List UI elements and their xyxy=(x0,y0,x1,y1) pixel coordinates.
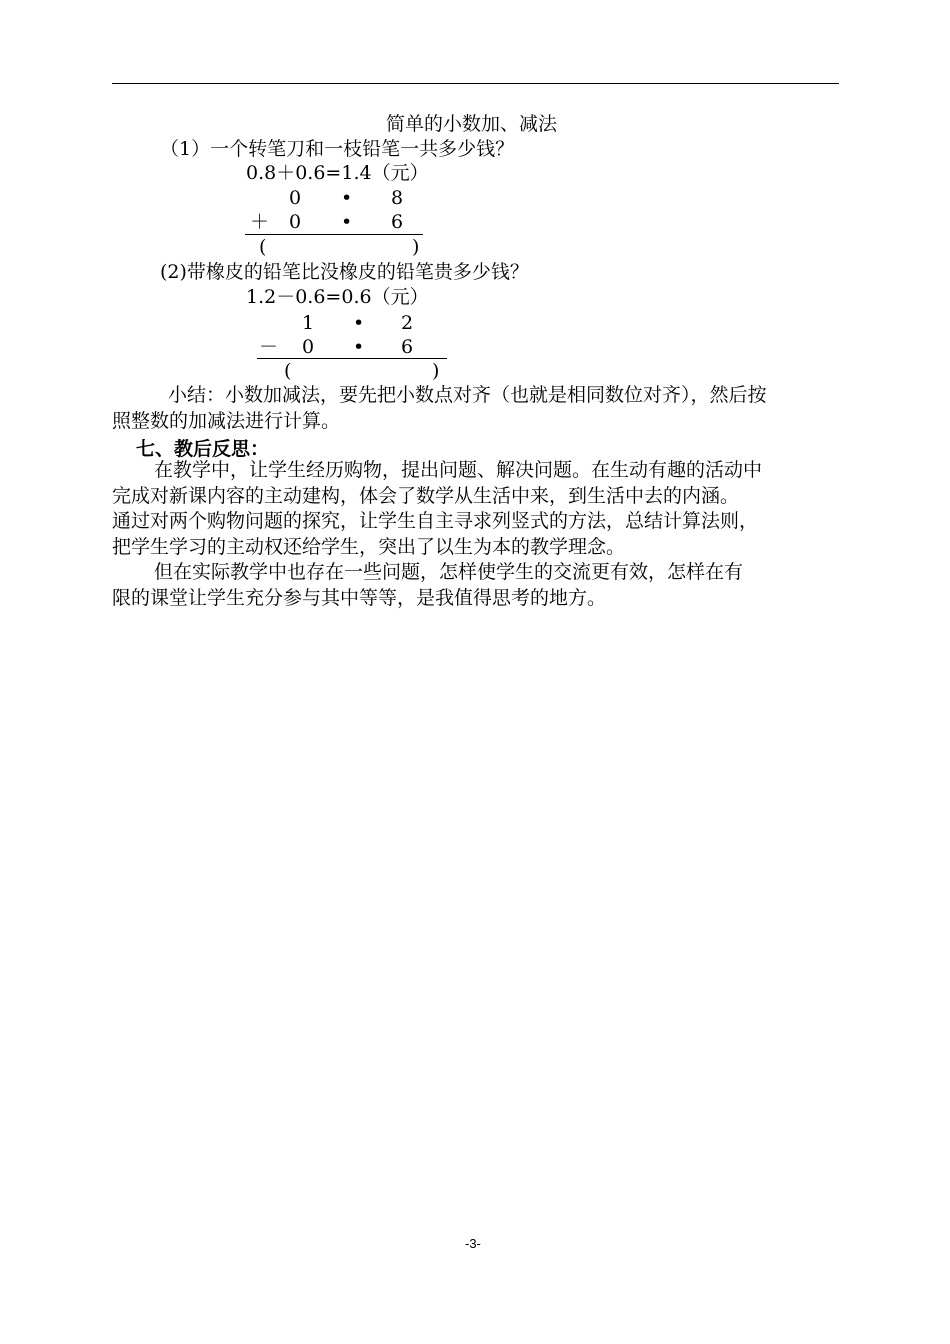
paragraph-line: 限的课堂让学生充分参与其中等等，是我值得思考的地方。 xyxy=(112,586,607,609)
summary-paragraph xyxy=(112,383,840,434)
header-divider xyxy=(112,83,839,84)
p1-r2-point: • xyxy=(341,211,353,233)
summary-line: 照整数的加减法进行计算。 xyxy=(112,409,341,432)
p2-minus-sign: － xyxy=(259,336,279,358)
page-number: -3- xyxy=(465,1236,481,1251)
p2-r1-digit: 2 xyxy=(401,312,414,334)
p1-r1-digit: 0 xyxy=(289,187,302,209)
p2-r2-digit: 0 xyxy=(302,336,315,358)
problem-2-equation: 1.2－0.6=0.6（元） xyxy=(246,286,429,308)
p1-answer-close-paren: ) xyxy=(412,236,420,258)
p2-r2-digit: 6 xyxy=(401,336,414,358)
p2-answer-close-paren: ) xyxy=(432,360,440,382)
p2-answer-open-paren: ( xyxy=(284,360,292,382)
p2-r1-digit: 1 xyxy=(302,312,315,334)
p1-sum-line xyxy=(245,234,423,235)
p1-r2-digit: 6 xyxy=(391,211,404,233)
reflection-paragraph-1 xyxy=(112,458,840,560)
p1-r2-digit: 0 xyxy=(289,211,302,233)
problem-2-question: (2)带橡皮的铅笔比没橡皮的铅笔贵多少钱？ xyxy=(160,261,529,283)
paragraph-line: 在教学中，让学生经历购物，提出问题、解决问题。在生动有趣的活动中 xyxy=(154,459,763,481)
p1-plus-sign: ＋ xyxy=(250,211,270,233)
reflection-heading: 七、教后反思： xyxy=(136,438,270,460)
problem-1-equation: 0.8＋0.6=1.4（元） xyxy=(246,162,429,184)
p1-r1-point: • xyxy=(341,187,353,209)
summary-line: 小结：小数加减法，要先把小数点对齐（也就是相同数位对齐），然后按 xyxy=(168,384,767,406)
paragraph-line: 通过对两个购物问题的探究，让学生自主寻求列竖式的方法，总结计算法则， xyxy=(112,510,759,532)
paragraph-line: 把学生学习的主动权还给学生，突出了以生为本的教学理念。 xyxy=(112,535,626,558)
p2-r1-point: • xyxy=(353,312,365,334)
reflection-paragraph-2 xyxy=(112,560,840,611)
problem-1-question: （1）一个转笔刀和一枝铅笔一共多少钱？ xyxy=(160,138,515,160)
section-title: 简单的小数加、减法 xyxy=(386,113,558,135)
p2-r2-point: • xyxy=(353,336,365,358)
p1-answer-open-paren: ( xyxy=(259,236,267,258)
p1-r1-digit: 8 xyxy=(391,187,404,209)
paragraph-line: 完成对新课内容的主动建构，体会了数学从生活中来，到生活中去的内涵。 xyxy=(112,484,740,507)
paragraph-line: 但在实际教学中也存在一些问题，怎样使学生的交流更有效，怎样在有 xyxy=(154,561,744,583)
